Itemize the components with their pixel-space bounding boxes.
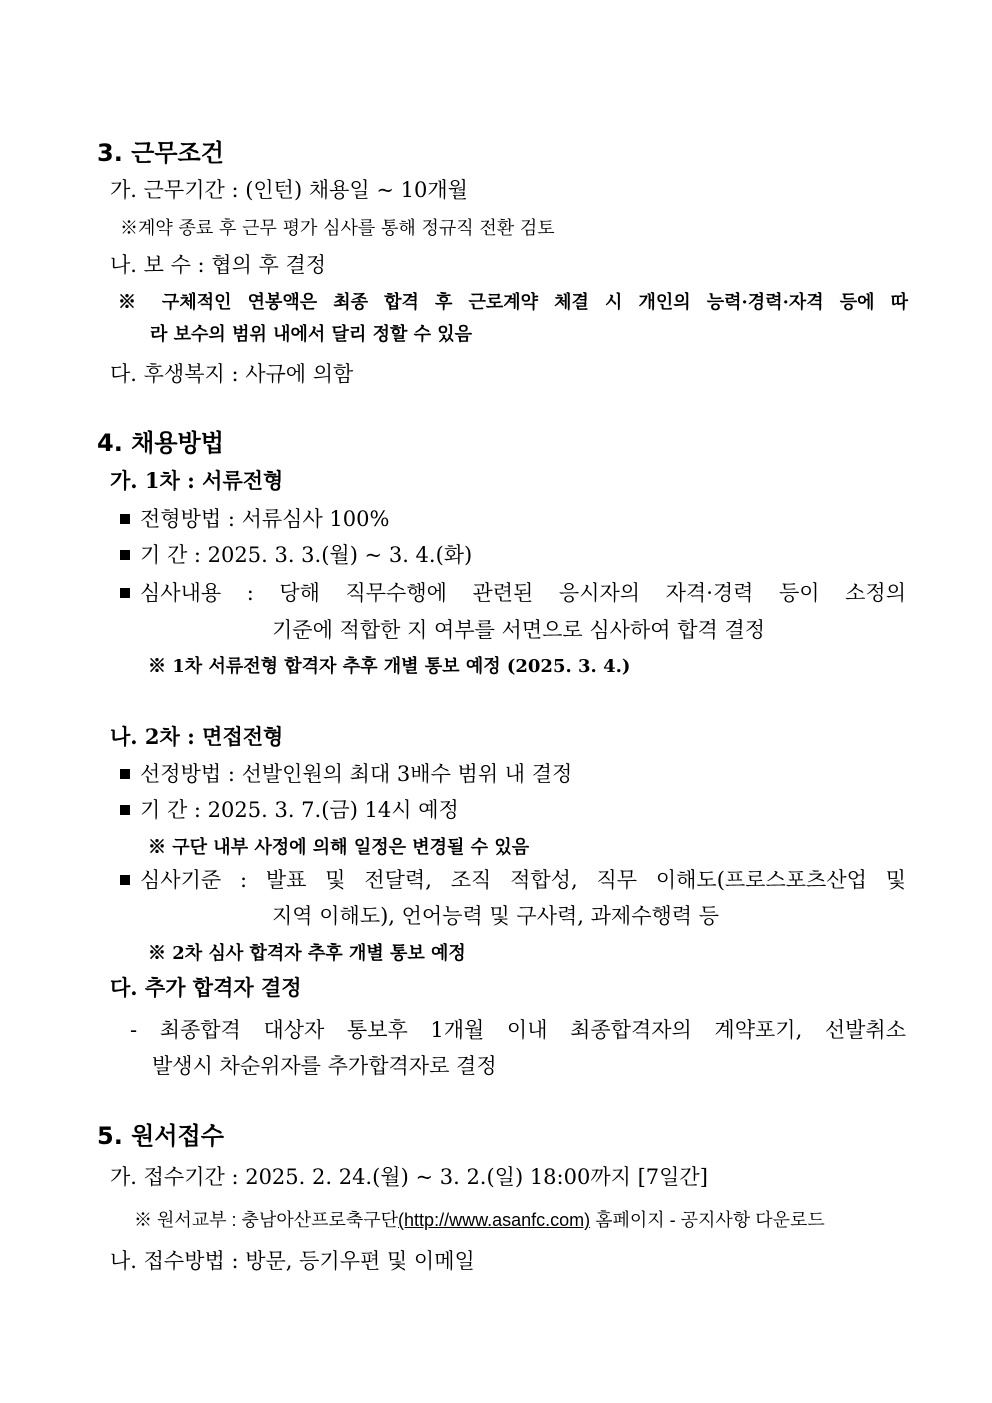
first-round-period: 기 간 : 2025. 3. 3.(월) ~ 3. 4.(화) (120, 543, 472, 568)
bullet-square-icon (120, 550, 130, 560)
additional-pass-line-2: 발생시 차순위자를 추가합격자로 결정 (152, 1054, 497, 1078)
second-round-period: 기 간 : 2025. 3. 7.(금) 14시 예정 (120, 798, 459, 823)
bullet-square-icon (120, 769, 130, 779)
bullet-square-icon (120, 588, 130, 598)
first-round-note: ※ 1차 서류전형 합격자 추후 개별 통보 예정 (2025. 3. 4.) (148, 656, 631, 677)
application-form-note: ※ 원서교부 : 충남아산프로축구단(http://www.asanfc.com) 홈페이지 - 공지사항 다운로드 (134, 1210, 825, 1230)
bullet-square-icon (120, 805, 130, 815)
first-round-method: 전형방법 : 서류심사 100% (120, 507, 389, 532)
second-round-criteria-line-1: 심사기준 : 발표 및 전달력, 조직 적합성, 직무 이해도(프로스포츠산업 및 (120, 868, 906, 893)
salary-note-line-2: 라 보수의 범위 내에서 달리 정할 수 있음 (150, 324, 473, 345)
work-period-note: ※계약 종료 후 근무 평가 심사를 통해 정규직 전환 검토 (120, 218, 555, 239)
application-period-line: 가. 접수기간 : 2025. 2. 24.(월) ~ 3. 2.(일) 18:00까지 [7일간] (110, 1165, 708, 1189)
salary-note-line-1: ※ 구체적인 연봉액은 최종 합격 후 근로계약 체결 시 개인의 능력·경력·자격 등에 따 (118, 292, 908, 313)
second-round-period-note: ※ 구단 내부 사정에 의해 일정은 변경될 수 있음 (148, 837, 530, 858)
work-period-line: 가. 근무기간 : (인턴) 채용일 ~ 10개월 (110, 178, 468, 202)
second-round-title: 나. 2차 : 면접전형 (110, 724, 284, 749)
homepage-link[interactable]: (http://www.asanfc.com) (398, 1210, 591, 1230)
second-round-criteria-line-2: 지역 이해도), 언어능력 및 구사력, 과제수행력 등 (272, 904, 720, 928)
first-round-title: 가. 1차 : 서류전형 (110, 468, 284, 493)
bullet-square-icon (120, 514, 130, 524)
section-5-heading: 5. 원서접수 (97, 1122, 224, 1150)
section-4-heading: 4. 채용방법 (97, 429, 224, 457)
first-round-content-line-2: 기준에 적합한 지 여부를 서면으로 심사하여 합격 결정 (272, 618, 766, 642)
second-round-note: ※ 2차 심사 합격자 추후 개별 통보 예정 (148, 943, 466, 964)
first-round-content-line-1: 심사내용 : 당해 직무수행에 관련된 응시자의 자격·경력 등이 소정의 (120, 581, 906, 606)
additional-pass-line-1: - 최종합격 대상자 통보후 1개월 이내 최종합격자의 계약포기, 선발취소 (130, 1018, 906, 1042)
bullet-square-icon (120, 875, 130, 885)
additional-pass-title: 다. 추가 합격자 결정 (110, 975, 302, 1000)
salary-line: 나. 보 수 : 협의 후 결정 (110, 253, 327, 277)
application-method-line: 나. 접수방법 : 방문, 등기우편 및 이메일 (110, 1249, 475, 1273)
section-3-heading: 3. 근무조건 (97, 139, 224, 167)
second-round-selection: 선정방법 : 선발인원의 최대 3배수 범위 내 결정 (120, 762, 572, 787)
welfare-line: 다. 후생복지 : 사규에 의함 (110, 362, 354, 386)
